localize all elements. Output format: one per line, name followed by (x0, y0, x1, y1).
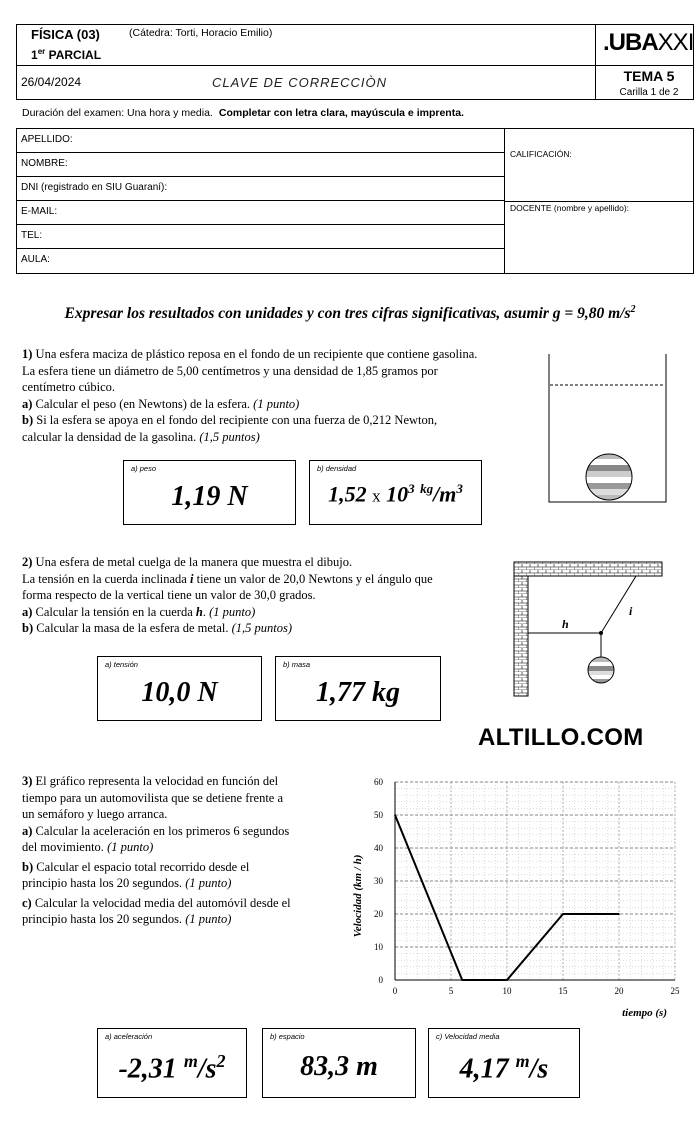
student-data-table (16, 128, 694, 274)
header-divider-horizontal (17, 65, 693, 66)
answer-value: 1,77 kg (316, 677, 400, 708)
data-point (618, 913, 620, 915)
answer-label: c) Velocidad media (436, 1032, 500, 1041)
y-tick-label: 10 (374, 942, 383, 952)
field-email[interactable]: E-MAIL: (17, 201, 504, 225)
y-axis-label: Velocidad (km / h) (352, 854, 364, 938)
data-point (394, 814, 396, 816)
x-tick-label: 10 (502, 986, 512, 996)
field-apellido[interactable]: APELLIDO: (17, 129, 504, 153)
answer-label: b) densidad (317, 464, 357, 473)
answer-label: a) peso (131, 464, 157, 473)
data-point (562, 913, 564, 915)
container-diagram (545, 350, 670, 505)
x-tick-label: 5 (448, 986, 454, 996)
question-1: 1) Una esfera maciza de plástico reposa en el fondo de un recipiente que contiene gasolina. La esfera tiene un diámetro de 5,00 centímetros y una densidad de 1,85 gramos por centímetro cúbico. a) Calcular el peso (en Newtons) de la esfera. (1 punto) b) Si la esfera se apoya en el fondo del recipiente con una fuerza de 0,212 Newton, calcular la densidad de la gasolina. (1,5 puntos) (22, 347, 478, 444)
answer-value: 4,17 $^m$/s (459, 1051, 549, 1085)
uba-xxi-logo: .UBAXXI (603, 29, 694, 56)
wall (514, 576, 528, 696)
data-point (461, 979, 463, 981)
velocity-time-chart (345, 772, 690, 1022)
question-3: 3) El gráfico representa la velocidad en función del tiempo para un automovilista que se detiene frente a un semáforo y luego arranca. a) Calcular la aceleración en los primeros 6 segundos del movimiento. (1 punto) b) Calcular el espacio total recorrido desde el principio hasta los 20 segundos. (1 punto) c) Calcular la velocidad media del automóvil desde el principio hasta los 20 segundos. (1 punto) (22, 774, 291, 926)
table-divider-right (505, 201, 694, 202)
label-h: h (562, 617, 569, 631)
answer-value: 83,3 m (300, 1051, 378, 1082)
answer-value: 10,0 N (141, 677, 218, 708)
y-tick-label: 50 (374, 810, 383, 820)
label-i: i (629, 604, 633, 618)
y-tick-label: 0 (378, 975, 383, 985)
chart-grid (395, 782, 675, 980)
watermark: ALTILLO.COM (478, 724, 644, 751)
chair-name: (Cátedra: Torti, Horacio Emilio) (129, 27, 273, 39)
subject-title: FÍSICA (03) (31, 27, 100, 42)
answer-box-aceleracion (97, 1028, 247, 1098)
answer-box-espacio (262, 1028, 416, 1098)
x-tick-label: 20 (614, 986, 624, 996)
answer-label: a) aceleración (105, 1032, 153, 1041)
answer-box-tension (97, 656, 262, 721)
y-tick-label: 60 (374, 777, 383, 787)
knot (599, 631, 603, 635)
question-2: 2) Una esfera de metal cuelga de la manera que muestra el dibujo. La tensión en la cuerda inclinada i tiene un valor de 20,0 Newtons y el ángulo que forma respecto de la vertical tiene un valor de 30,0 grados. a) Calcular la tensión en la cuerda h. (1 punto) b) Calcular la masa de la esfera de metal. (1,5 puntos) (22, 555, 433, 635)
answer-box-densidad (309, 460, 482, 525)
exam-name: 1er PARCIAL (31, 47, 102, 62)
tema-label: TEMA 5 (623, 68, 675, 84)
duration-note: Duración del examen: Una hora y media. Completar con letra clara, mayúscula e imprenta. (22, 107, 464, 119)
field-nombre[interactable]: NOMBRE: (17, 153, 504, 177)
field-docente[interactable]: DOCENTE (nombre y apellido): (510, 203, 630, 213)
hanging-sphere-diagram (510, 558, 665, 700)
x-tick-label: 0 (392, 986, 398, 996)
answer-label: a) tensión (105, 660, 138, 669)
exam-header (16, 24, 694, 100)
page-count: Carilla 1 de 2 (619, 87, 679, 98)
exam-date: 26/04/2024 (21, 75, 82, 89)
answer-value: -2,31 $^m/s^2$ (118, 1051, 226, 1085)
header-divider-vertical (595, 25, 596, 99)
field-tel[interactable]: TEL: (17, 225, 504, 249)
metal-sphere (586, 657, 616, 684)
field-calificacion[interactable]: CALIFICACIÓN: (510, 149, 572, 159)
answer-label: b) masa (283, 660, 311, 669)
key-title: CLAVE DE CORRECCIÒN (212, 75, 388, 90)
answer-label: b) espacio (270, 1032, 305, 1041)
x-tick-label: 25 (670, 986, 680, 996)
x-axis-label: tiempo (s) (622, 1007, 667, 1019)
answer-box-masa (275, 656, 441, 721)
y-tick-label: 30 (374, 876, 383, 886)
answer-value: 1,52 x $10^3$ $^{kg}/m^3$ (328, 481, 463, 507)
field-dni[interactable]: DNI (registrado en SIU Guaraní): (17, 177, 504, 201)
data-point (506, 979, 508, 981)
field-aula[interactable]: AULA: (21, 254, 50, 265)
answer-box-velocidad-media (428, 1028, 580, 1098)
y-tick-label: 20 (374, 909, 383, 919)
instructions: Expresar los resultados con unidades y con tres cifras significativas, asumir g = 9,80 $m/s^2$ (64, 304, 636, 323)
x-tick-label: 15 (558, 986, 568, 996)
ceiling (514, 562, 662, 576)
answer-box-peso (123, 460, 296, 525)
answer-value: 1,19 N (171, 481, 248, 512)
plastic-sphere (585, 453, 635, 501)
y-tick-label: 40 (374, 843, 383, 853)
chart-ticks (374, 777, 680, 996)
